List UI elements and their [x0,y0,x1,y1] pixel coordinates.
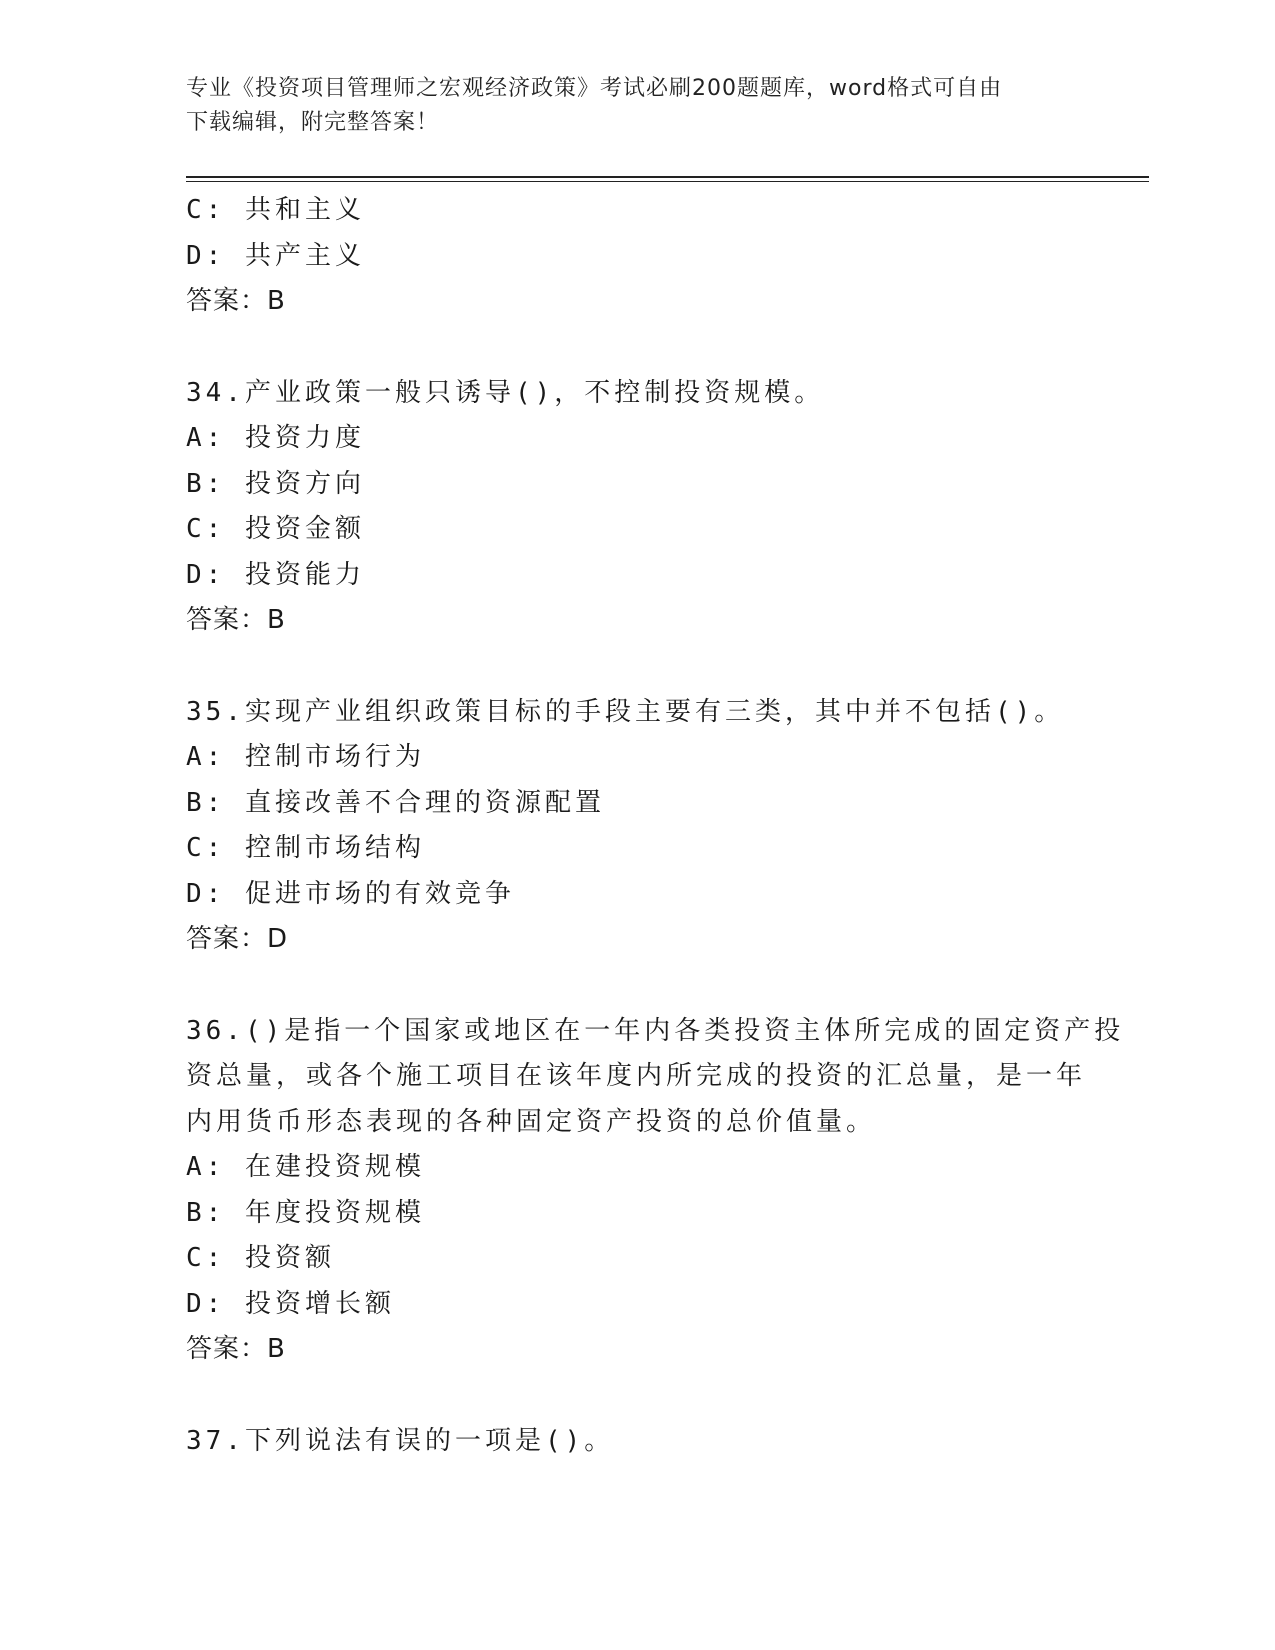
option-d: D: 投资能力 [186,559,365,590]
option-c: C: 投资额 [186,1243,335,1273]
header-line-1: 专业《投资项目管理师之宏观经济政策》考试必刷200题题库，word格式可自由 [186,76,1003,101]
option-d: D: 共产主义 [186,240,365,271]
answer-label: 答案：B [186,1334,286,1364]
spacer [186,963,1086,1009]
option-d: D: 促进市场的有效竞争 [186,878,515,909]
option-b: B: 投资方向 [186,468,365,499]
question-text-line-3: 内用货币形态表现的各种固定资产投资的总价值量。 [186,1106,877,1137]
option-c: C: 控制市场结构 [186,833,425,863]
question-text: 37.下列说法有误的一项是()。 [186,1425,615,1456]
question-text-line-1: 36.()是指一个国家或地区在一年内各类投资主体所完成的固定资产投 [186,1015,1125,1046]
header-rule-thick [186,176,1149,178]
question-35 [186,690,1086,963]
option-d: D: 投资增长额 [186,1288,395,1319]
header-rule-thin [186,181,1149,182]
option-a: A: 在建投资规模 [186,1152,425,1182]
page-header [186,72,1086,140]
option-a: A: 投资力度 [186,423,365,453]
question-37 [186,1419,1086,1465]
spacer [186,644,1086,690]
answer-label: 答案：D [186,924,289,954]
header-line-2: 下载编辑，附完整答案！ [186,110,440,135]
question-text-line-2: 资总量，或各个施工项目在该年度内所完成的投资的汇总量，是一年 [186,1061,1087,1091]
option-b: B: 年度投资规模 [186,1197,425,1228]
option-c: C: 共和主义 [186,195,365,225]
question-33-continued [186,188,1086,325]
spacer [186,325,1086,371]
spacer [186,1373,1086,1419]
option-b: B: 直接改善不合理的资源配置 [186,787,605,818]
answer-label: 答案：B [186,605,286,635]
question-36 [186,1009,1125,1373]
document-body [186,188,1125,1464]
question-text: 35.实现产业组织政策目标的手段主要有三类，其中并不包括()。 [186,696,1065,727]
question-text: 34.产业政策一般只诱导()，不控制投资规模。 [186,377,825,408]
answer-label: 答案：B [186,286,286,316]
option-a: A: 控制市场行为 [186,742,425,772]
option-c: C: 投资金额 [186,514,365,544]
question-34 [186,371,1086,644]
